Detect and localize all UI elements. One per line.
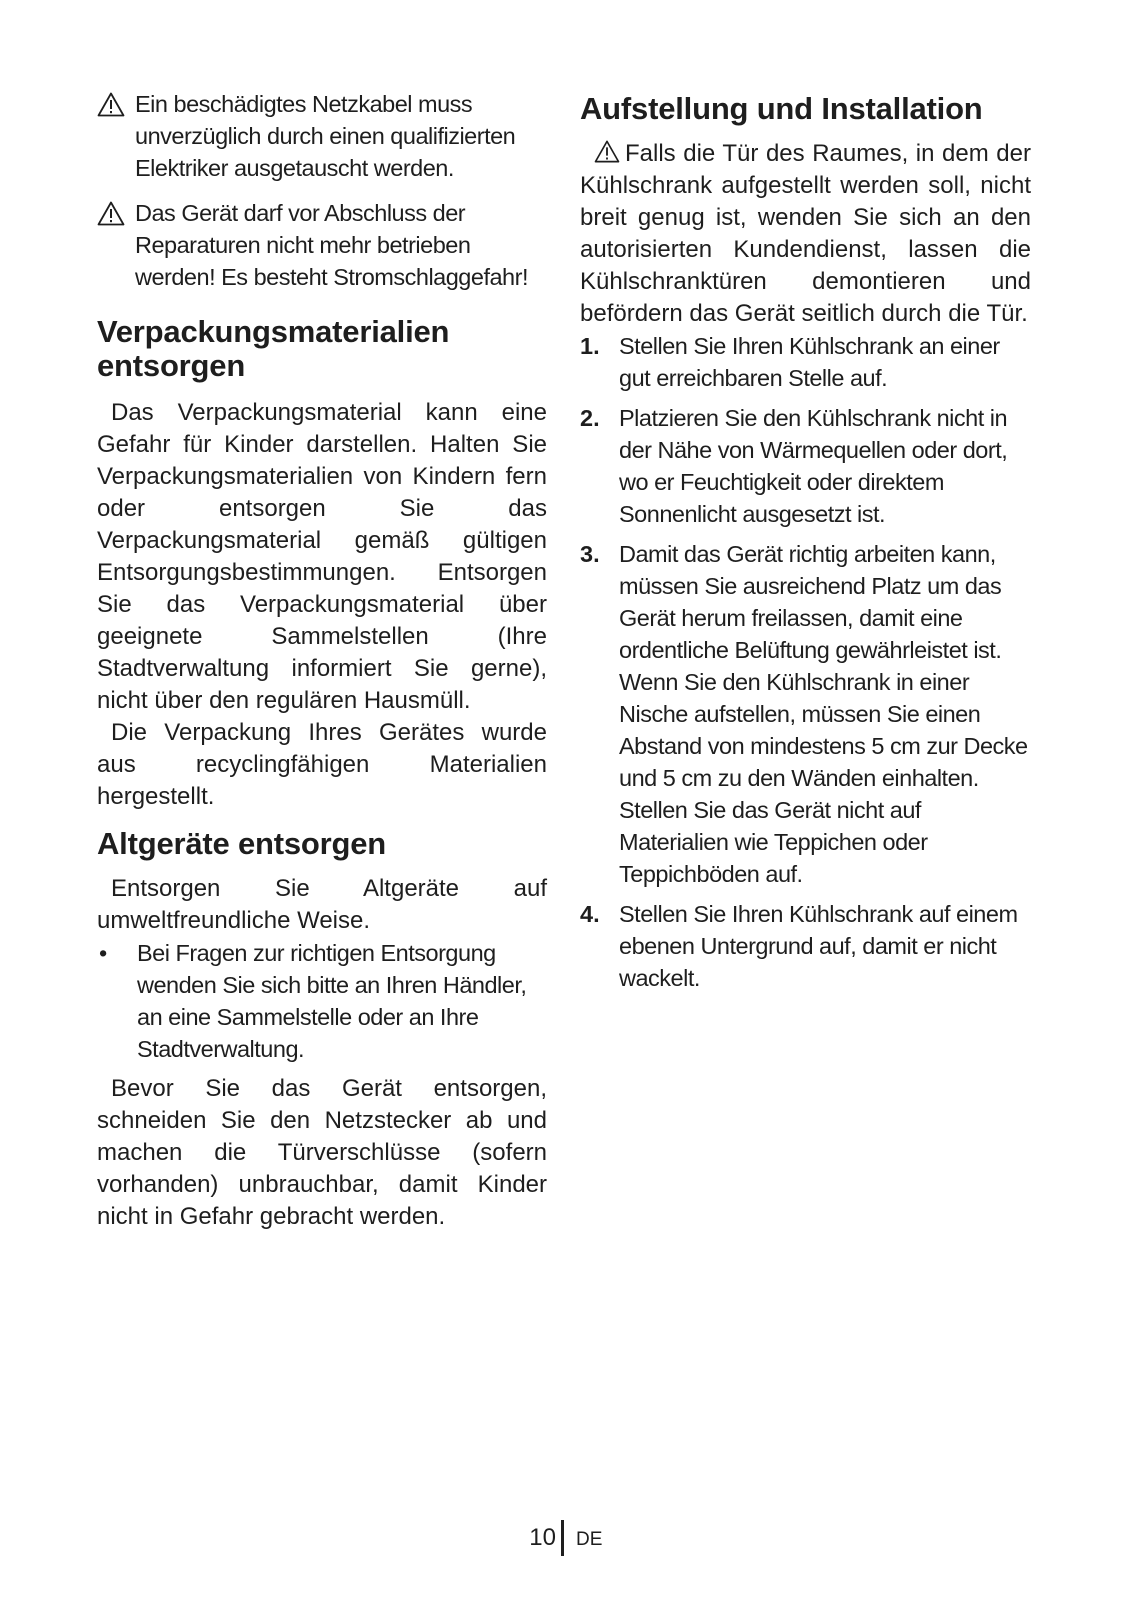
language-code: DE — [576, 1529, 603, 1550]
bullet-text: Bei Fragen zur richtigen Entsorgung wenden Sie sich bitte an Ihren Händler, an eine Sammelstelle oder an Ihre Stadtverwaltung. — [137, 940, 527, 1062]
warning-text: Das Gerät darf vor Abschluss der Reparaturen nicht mehr betrieben werden! Es besteht Stromschlaggefahr! — [135, 200, 528, 290]
step-number: 4. — [580, 901, 600, 927]
right-column — [580, 88, 1031, 1002]
warning-triangle-icon — [97, 88, 135, 120]
list-item — [97, 937, 547, 1065]
installation-warning — [580, 138, 1031, 330]
left-column — [97, 88, 547, 1233]
step-number: 3. — [580, 541, 600, 567]
warning-triangle-icon — [97, 197, 135, 229]
packaging-heading: Verpackungsmaterialien entsorgen — [97, 314, 450, 383]
packaging-paragraph: Die Verpackung Ihres Gerätes wurde aus recyclingfähigen Materialien hergestellt. — [97, 719, 547, 810]
bullet-icon: • — [99, 940, 107, 966]
packaging-paragraph: Das Verpackungsmaterial kann eine Gefahr für Kinder darstellen. Halten Sie Verpackungsmaterialien von Kindern fern oder entsorgen Sie das Verpackungsmaterial gemäß gültigen Entsorgungsbestimmungen. Entsorgen Sie das Verpackungsmaterial über geeignete Sammelstellen (Ihre Stadtverwaltung informiert Sie gerne), nicht über den regulären Hausmüll. — [97, 399, 547, 714]
list-item — [580, 898, 1031, 994]
step-text: Damit das Gerät richtig arbeiten kann, müssen Sie ausreichend Platz um das Gerät herum freilassen, damit eine ordentliche Belüftung gewährleistet ist. Wenn Sie den Kühlschrank in einer Nische aufstellen, müssen Sie einen Abstand von mindestens 5 cm zur Decke und 5 cm zu den Wänden einhalten. Stellen Sie das Gerät nicht auf Materialien wie Teppichen oder Teppichböden auf. — [619, 541, 1028, 887]
old-devices-heading: Altgeräte entsorgen — [97, 826, 387, 861]
installation-warning-text: Falls die Tür des Raumes, in dem der Kühlschrank aufgestellt werden soll, nicht breit genug ist, wenden Sie sich an den autorisierten Kundendienst, lassen die Kühlschranktüren demontieren und befördern das Gerät seitlich durch die Tür. — [580, 140, 1031, 327]
page-footer — [0, 1520, 1128, 1560]
step-text: Stellen Sie Ihren Kühlschrank auf einem ebenen Untergrund auf, damit er nicht wackelt. — [619, 901, 1018, 991]
list-item — [580, 402, 1031, 530]
warning-item — [97, 88, 547, 184]
warning-item — [97, 197, 547, 293]
step-number: 1. — [580, 333, 600, 359]
warning-text: Ein beschädigtes Netzkabel muss unverzüglich durch einen qualifizierten Elektriker ausgetauscht werden. — [135, 91, 516, 181]
step-number: 2. — [580, 405, 600, 431]
page-number: 10 — [529, 1524, 556, 1551]
old-devices-intro: Entsorgen Sie Altgeräte auf umweltfreundliche Weise. — [97, 875, 547, 934]
step-text: Stellen Sie Ihren Kühlschrank an einer gut erreichbaren Stelle auf. — [619, 333, 1000, 391]
footer-divider — [561, 1520, 564, 1556]
step-text: Platzieren Sie den Kühlschrank nicht in der Nähe von Wärmequellen oder dort, wo er Feuchtigkeit oder direktem Sonnenlicht ausgesetzt ist. — [619, 405, 1008, 527]
list-item — [580, 330, 1031, 394]
warning-triangle-icon — [594, 140, 620, 162]
list-item — [580, 538, 1031, 890]
installation-heading: Aufstellung und Installation — [580, 91, 983, 126]
old-devices-closing: Bevor Sie das Gerät entsorgen, schneiden Sie den Netzstecker ab und machen die Türverschlüsse (sofern vorhanden) unbrauchbar, damit Kinder nicht in Gefahr gebracht werden. — [97, 1075, 547, 1230]
